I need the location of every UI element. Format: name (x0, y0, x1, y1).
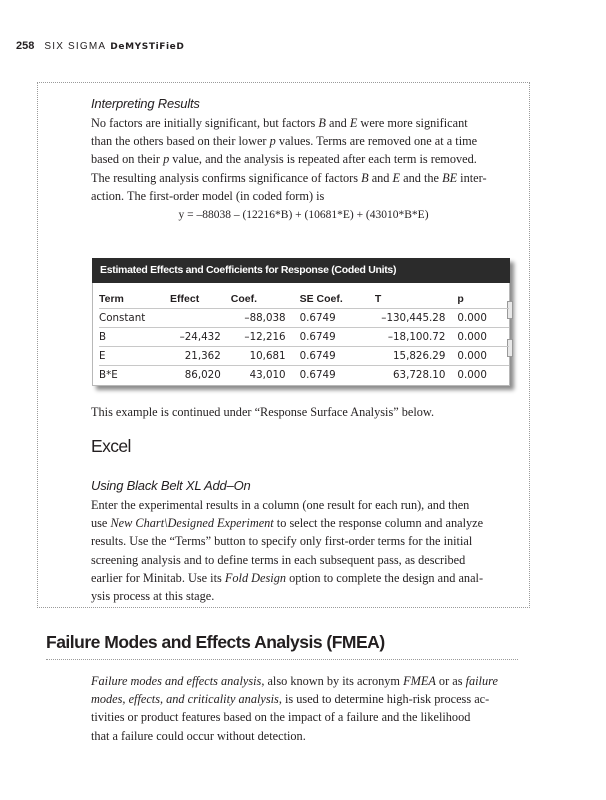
cell-term: Constant (99, 309, 160, 328)
cell-effect: 21,362 (160, 347, 221, 366)
minitab-output-body (92, 283, 510, 386)
interp-line-5: action. The first-order model (in coded form) is (91, 188, 325, 203)
minitab-output-window (92, 258, 510, 386)
cell-effect: 86,020 (160, 366, 221, 385)
coefficients-table (99, 290, 509, 384)
continued-note: This example is continued under “Response Surface Analysis” below. (91, 405, 435, 419)
cell-effect: –24,432 (160, 328, 221, 347)
table-row (99, 366, 509, 385)
col-header-p: p (457, 293, 464, 305)
excel-line-4: screening analysis and to define terms in each subsequent pass, as described (91, 552, 466, 567)
cell-t: –18,100.72 (357, 328, 445, 347)
table-row (99, 347, 509, 366)
fmea-line-4: that a failure could occur without detection. (91, 728, 306, 743)
interpreting-results-heading: Interpreting Results (91, 96, 200, 111)
cell-coef: 43,010 (221, 366, 286, 385)
excel-line-6: ysis process at this stage. (91, 589, 215, 604)
col-header-t: T (374, 293, 382, 305)
page-number: 258 (16, 40, 35, 52)
excel-heading: Excel (91, 436, 131, 456)
cell-term: E (99, 347, 160, 366)
excel-paragraph (91, 496, 516, 605)
cell-p: 0.000 (445, 347, 509, 366)
cell-se-coef: 0.6749 (286, 309, 357, 328)
fmea-heading: Failure Modes and Effects Analysis (FMEA) (46, 632, 385, 652)
fmea-line-2: modes, effects, and criticality analysis, is used to determine high-risk process ac- (91, 692, 490, 707)
cell-term: B*E (99, 366, 160, 385)
col-header-se-coef: SE Coef. (299, 293, 343, 305)
cell-effect (160, 309, 221, 328)
minitab-output-title: Estimated Effects and Coefficients for Response (Coded Units) (92, 258, 510, 283)
cell-coef: 10,681 (221, 347, 286, 366)
cell-p: 0.000 (445, 366, 509, 385)
book-title: SIX SIGMA (44, 41, 107, 52)
fmea-line-1: Failure modes and effects analysis, also known by its acronym FMEA or as failure (91, 674, 498, 688)
cell-coef: –12,216 (221, 328, 286, 347)
cell-p: 0.000 (445, 309, 509, 328)
fmea-line-3: tivities or product features based on the impact of a failure and the likelihood (91, 710, 471, 725)
cell-se-coef: 0.6749 (286, 347, 357, 366)
excel-line-3: results. Use the “Terms” button to specify only first-order terms for the initial (91, 534, 473, 549)
cell-t: 63,728.10 (357, 366, 445, 385)
interpreting-paragraph (91, 114, 516, 205)
cell-p: 0.000 (445, 328, 509, 347)
excel-line-5: earlier for Minitab. Use its Fold Design option to complete the design and anal- (91, 570, 484, 585)
excel-line-1: Enter the experimental results in a column (one result for each run), and then (91, 498, 470, 512)
running-header (16, 40, 184, 54)
model-equation: y = –88038 – (12216*B) + (10681*E) + (43010*B*E) (178, 209, 429, 221)
interp-line-3: based on their p value, and the analysis is repeated after each term is removed. (91, 152, 477, 167)
col-header-term: Term (99, 293, 124, 305)
cell-t: –130,445.28 (357, 309, 445, 328)
table-row (99, 309, 509, 328)
col-header-coef: Coef. (230, 293, 258, 305)
excel-subheading: Using Black Belt XL Add–On (91, 478, 251, 493)
fmea-paragraph (91, 672, 516, 745)
excel-line-2: use New Chart\Designed Experiment to select the response column and analyze (91, 516, 484, 531)
interp-line-4: The resulting analysis confirms significance of factors B and E and the BE inter- (91, 170, 487, 185)
book-subtitle: DeMYSTiFieD (110, 42, 185, 52)
cell-se-coef: 0.6749 (286, 328, 357, 347)
fold-design-term: Fold Design (224, 570, 287, 585)
table-header-row (99, 290, 509, 309)
col-header-effect: Effect (170, 293, 200, 305)
cell-term: B (99, 328, 160, 347)
cell-t: 15,826.29 (357, 347, 445, 366)
interp-line-1: No factors are initially significant, but factors B and E were more significant (91, 116, 468, 130)
menu-path: New Chart\Designed Experiment (110, 516, 274, 531)
interp-line-2: than the others based on their lower p values. Terms are removed one at a time (91, 134, 478, 149)
cell-coef: –88,038 (221, 309, 286, 328)
fmea-heading-rule (46, 659, 518, 660)
table-row (99, 328, 509, 347)
cell-se-coef: 0.6749 (286, 366, 357, 385)
